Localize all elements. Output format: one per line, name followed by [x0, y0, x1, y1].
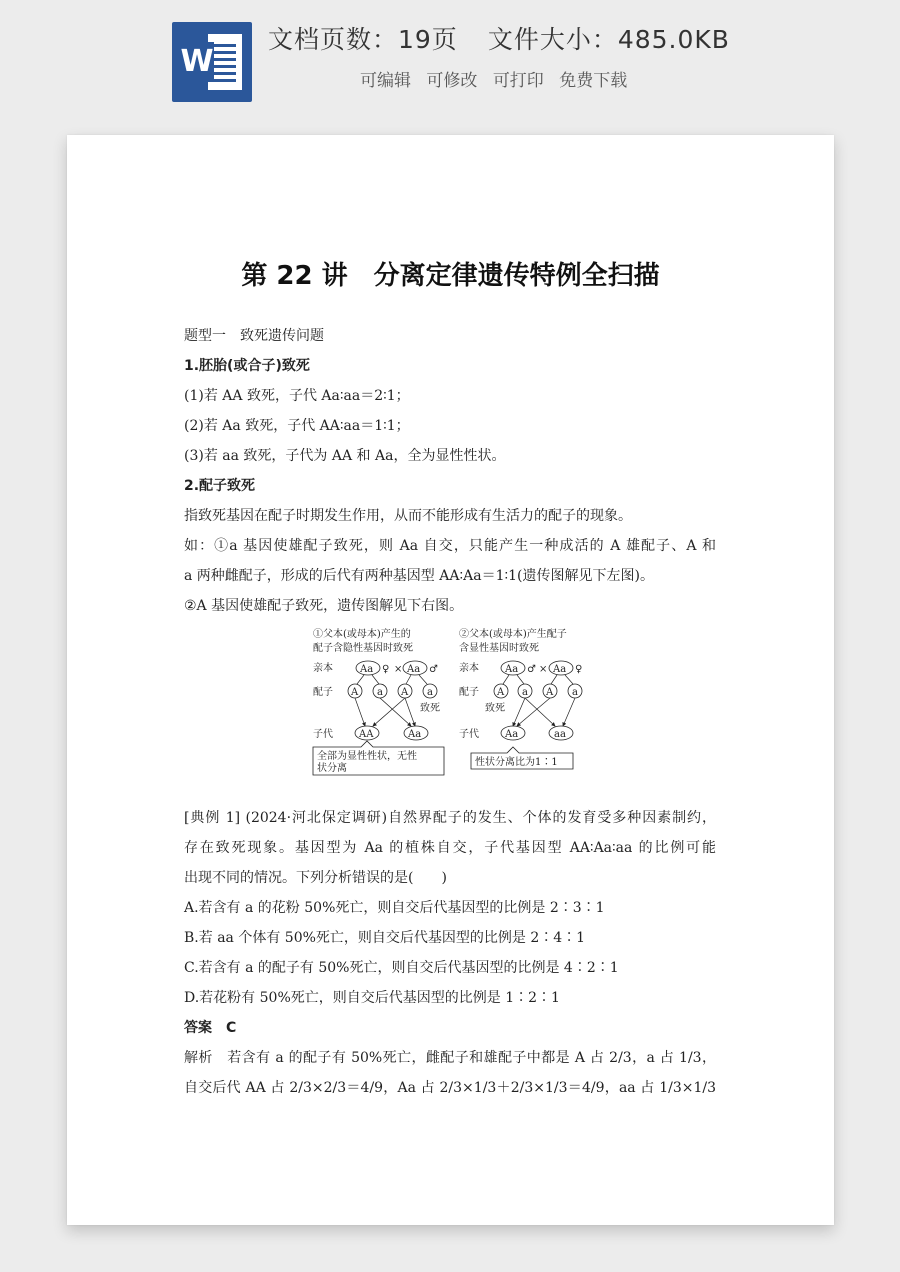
- right-parent-2-sex: ♀: [575, 664, 583, 675]
- left-parent-2: Aa: [407, 664, 421, 675]
- feature-list: [360, 66, 637, 91]
- left-title-1: ①父本(或母本)产生的: [313, 629, 411, 640]
- example-line-3: ②A 基因使雄配子致死，遗传图解见下右图。: [184, 598, 464, 614]
- subheading-embryo-lethal: 1.胚胎(或合子)致死: [184, 358, 310, 374]
- gamete-lethal-definition: 指致死基因在配子时期发生作用，从而不能形成有生活力的配子的现象。: [184, 508, 632, 524]
- left-gamete-label: 配子: [313, 687, 333, 698]
- left-note-2: 状分离: [317, 763, 347, 774]
- case-recessive-lethal: (3)若 aa 致死，子代为 AA 和 Aa，全为显性性状。: [184, 448, 506, 464]
- file-size: 文件大小：485.0KB: [487, 25, 730, 54]
- file-info: [268, 20, 730, 56]
- section-heading: 题型一 致死遗传问题: [184, 328, 324, 344]
- example-line-1: 如：①a 基因使雄配子致死，则 Aa 自交，只能产生一种成活的 A 雄配子、A 和: [184, 538, 716, 554]
- left-gamete-1: A: [351, 687, 359, 698]
- right-title-1: ②父本(或母本)产生配子: [459, 629, 567, 640]
- left-gamete-3: A: [401, 687, 409, 698]
- document-title: 第 22 讲 分离定律遗传特例全扫描: [241, 261, 660, 291]
- subheading-gamete-lethal: 2.配子致死: [184, 478, 256, 494]
- analysis-line-2: 自交后代 AA 占 2/3×2/3＝4/9，Aa 占 2/3×1/3＋2/3×1/3＝4/9，aa 占 1/3×1/3: [184, 1080, 716, 1096]
- left-parent-1-sex: ♀: [382, 664, 390, 675]
- right-dead-label: 致死: [485, 703, 505, 714]
- right-note: 性状分离比为1∶1: [475, 757, 558, 768]
- right-parent-1-sex: ♂: [527, 664, 536, 675]
- right-gamete-label: 配子: [459, 687, 479, 698]
- left-parent-1: Aa: [360, 664, 374, 675]
- right-child-1: Aa: [505, 729, 519, 740]
- document-page: [67, 135, 834, 1225]
- right-child-2: aa: [554, 729, 566, 740]
- word-document-icon: [172, 22, 252, 102]
- example-1-line-2: 存在致死现象。基因型为 Aa 的植株自交，子代基因型 AA∶Aa∶aa 的比例可能: [184, 840, 716, 856]
- download-header: [0, 0, 900, 118]
- feature-free-download: 免费下载: [559, 71, 628, 91]
- example-1-line-1: [典例 1] (2024·河北保定调研)自然界配子的发生、个体的发育受多种因素制约，: [184, 810, 716, 826]
- example-1-line-3: 出现不同的情况。下列分析错误的是( ): [184, 870, 447, 886]
- right-gamete-1: A: [497, 687, 505, 698]
- left-child-label: 子代: [313, 729, 333, 740]
- left-gamete-4: a: [427, 687, 433, 698]
- option-c: C.若含有 a 的配子有 50%死亡，则自交后代基因型的比例是 4∶2∶1: [184, 960, 619, 976]
- genetic-cross-diagram: [307, 625, 597, 785]
- page-count: 文档页数：19页: [268, 25, 458, 54]
- left-cross: ×: [394, 664, 403, 675]
- analysis-line-1: 解析 若含有 a 的配子有 50%死亡，雌配子和雄配子中都是 A 占 2/3，a 占 1/3，: [184, 1050, 716, 1066]
- option-a: A.若含有 a 的花粉 50%死亡，则自交后代基因型的比例是 2∶3∶1: [184, 900, 605, 916]
- right-parent-2: Aa: [553, 664, 567, 675]
- right-parent-1: Aa: [505, 664, 519, 675]
- left-note-1: 全部为显性性状，无性: [317, 751, 417, 762]
- example-line-2: a 两种雌配子，形成的后代有两种基因型 AA∶Aa＝1∶1(遗传图解见下左图)。: [184, 568, 654, 584]
- right-parent-label: 亲本: [459, 663, 479, 674]
- left-parent-label: 亲本: [313, 663, 333, 674]
- right-cross: ×: [539, 664, 548, 675]
- left-child-2: Aa: [408, 729, 422, 740]
- option-b: B.若 aa 个体有 50%死亡，则自交后代基因型的比例是 2∶4∶1: [184, 930, 586, 946]
- option-d: D.若花粉有 50%死亡，则自交后代基因型的比例是 1∶2∶1: [184, 990, 560, 1006]
- right-gamete-4: a: [572, 687, 578, 698]
- left-child-1: AA: [359, 729, 374, 740]
- feature-modifiable: 可修改: [426, 71, 478, 91]
- right-gamete-3: A: [546, 687, 554, 698]
- left-parent-2-sex: ♂: [429, 664, 438, 675]
- left-dead-label: 致死: [420, 703, 440, 714]
- case-aa-lethal: (1)若 AA 致死，子代 Aa∶aa＝2∶1；: [184, 388, 410, 404]
- right-child-label: 子代: [459, 729, 479, 740]
- case-heterozygote-lethal: (2)若 Aa 致死，子代 AA∶aa＝1∶1；: [184, 418, 410, 434]
- right-title-2: 含显性基因时致死: [459, 643, 539, 654]
- feature-printable: 可打印: [492, 71, 544, 91]
- left-title-2: 配子含隐性基因时致死: [313, 643, 413, 654]
- feature-editable: 可编辑: [360, 71, 411, 91]
- right-gamete-2: a: [522, 687, 528, 698]
- left-gamete-2: a: [377, 687, 383, 698]
- w-letter-icon: W: [180, 42, 214, 82]
- answer-line: 答案 C: [184, 1020, 237, 1036]
